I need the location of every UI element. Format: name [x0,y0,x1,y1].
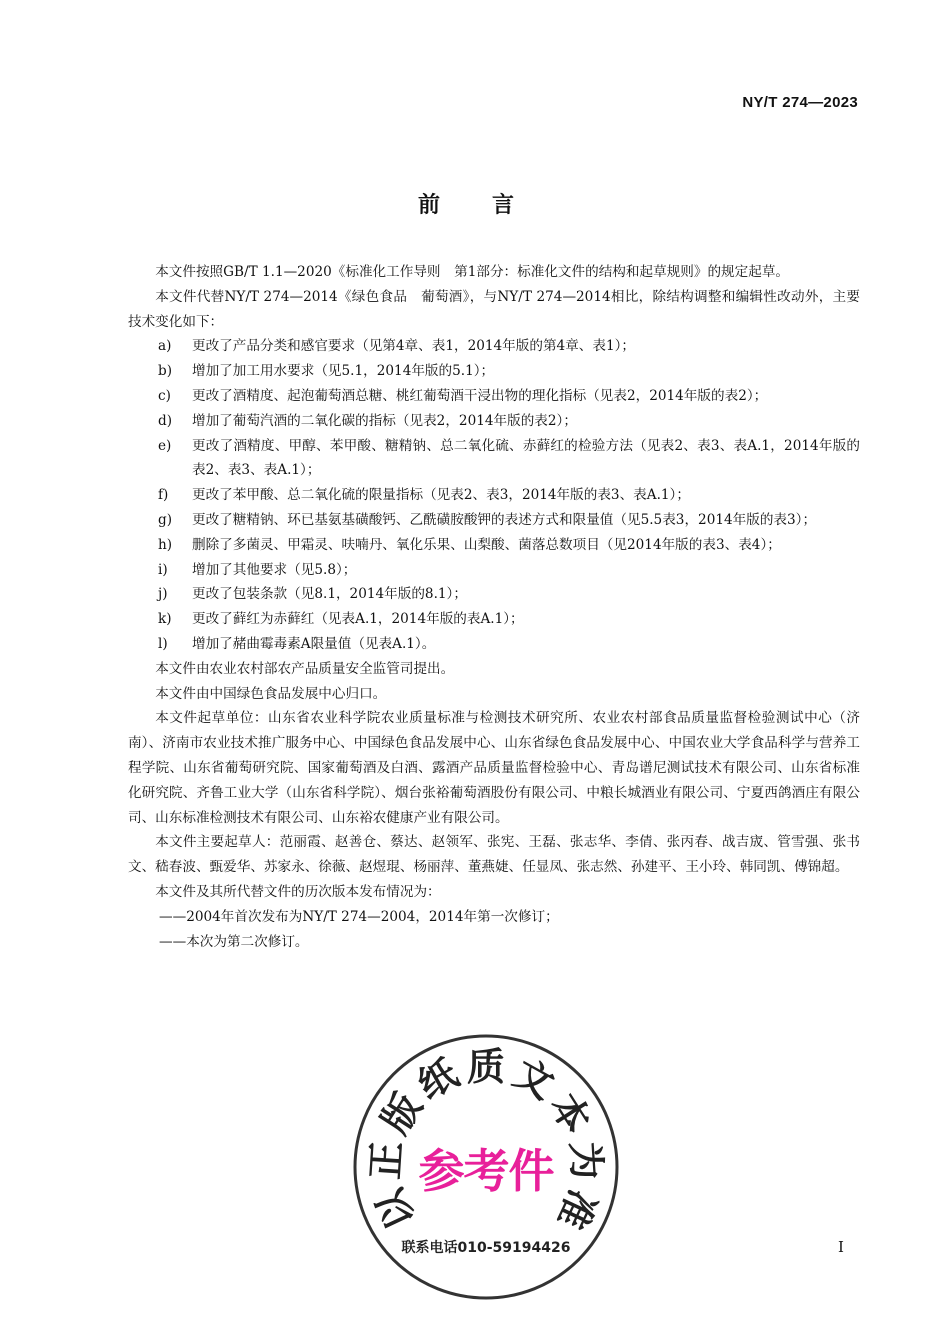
stamp-ring-char [542,1085,600,1141]
list-item [128,632,860,657]
list-item-text: 增加了加工用水要求（见5.1，2014年版的5.1）； [192,363,495,380]
list-item [128,483,860,508]
list-item-text: 增加了葡萄汽酒的二氧化碳的指标（见表2，2014年版的表2）； [192,412,577,429]
stamp-ring-char [373,1085,431,1141]
list-item-text: 更改了苯甲酸、总二氧化硫的限量指标（见表2、表3，2014年版的表3、表A.1）； [192,487,690,504]
list-item-label: d) [158,412,173,429]
standard-code: NY/T 274—2023 [742,94,858,111]
page-number: I [838,1238,844,1256]
stamp-ring-char: 正 [363,1140,410,1181]
list-item-label: b) [158,363,173,380]
stamp-ring-char: 本 [541,1085,600,1142]
list-item-text: 更改了酒精度、起泡葡萄酒总糖、桃红葡萄酒干浸出物的理化指标（见表2，2014年版的表2）； [192,387,768,404]
stamp-phone-text: 联系电话010-59194426 [401,1240,571,1256]
stamp-ring-char: 版 [372,1085,431,1142]
list-item [128,558,860,583]
page-title: 前言 [417,193,566,218]
list-item-label: g) [158,511,173,528]
stamp-ring-char: 纸 [410,1050,466,1108]
stamp-ring-char [411,1051,466,1108]
list-item-text: 更改了产品分类和感官要求（见第4章、表1，2014年版的第4章、表1）； [192,338,636,355]
list-item [128,434,860,484]
list-item-text: 删除了多菌灵、甲霜灵、呋喃丹、氧化乐果、山梨酸、菌落总数项目（见2014年版的表3、表4）； [192,536,781,553]
list-item [128,334,860,359]
list-item-label: j) [158,586,168,603]
reference-stamp [352,1033,620,1301]
stamp-ring-char: 文 [506,1050,562,1108]
stamp-ring-char: 准 [548,1182,605,1236]
list-item-text: 更改了酒精度、甲醇、苯甲酸、糖精钠、总二氧化硫、赤藓红的检验方法（见表2、表3、表A.1，2014年版的表2、表3、表A.1）； [192,437,860,479]
stamp-ring-char [507,1051,562,1108]
stamp-ring-char: 为 [562,1140,609,1181]
history-item: ——2004年首次发布为NY/T 274—2004，2014年第一次修订； [159,908,559,925]
list-item-text: 更改了糖精钠、环已基氨基磺酸钙、乙酰磺胺酸钾的表述方式和限量值（见5.5表3，2014年版的表3）； [192,511,817,528]
list-item-label: i) [158,561,168,578]
list-item [128,508,860,533]
stamp-ring-char: 以 [367,1182,424,1236]
list-item [128,533,860,558]
stamp-ring-char: 质 [466,1045,506,1089]
list-item-text: 增加了赭曲霉毒素A限量值（见表A.1）。 [192,635,436,652]
changes-list [128,334,860,656]
list-item [128,384,860,409]
list-item-label: f) [158,487,169,504]
list-item [128,607,860,632]
list-item-label: k) [158,611,172,628]
stamp-main-text: 参考件 [418,1144,554,1198]
list-item-text: 增加了其他要求（见5.8）； [192,561,357,578]
list-item-label: a) [158,338,172,355]
scope-paragraph: 本文件按照GB/T 1.1—2020《标准化工作导则 第1部分：标准化文件的结构和起草规则》的规定起草。 [155,264,790,280]
drafting-units-paragraph: 本文件起草单位：山东省农业科学院农业质量标准与检测技术研究所、农业农村部食品质量监督检验测试中心（济南）、济南市农业技术推广服务中心、中国绿色食品发展中心、山东省绿色食品发展中心、中国农业大学食品科学与营养工程学院、山东省葡萄研究院、国家葡萄酒及白酒、露酒产品质量监督检验中心、青岛谱尼测试技术有限公司、山东省标准化研究院、齐鲁工业大学（山东省科学院）、烟台张裕葡萄酒股份有限公司、中粮长城酒业有限公司、宁夏西鸽酒庄有限公司、山东标准检测技术有限公司、山东裕农健康产业有限公司。 [128,710,860,826]
list-item-text: 更改了藓红为赤藓红（见表A.1，2014年版的表A.1）； [192,611,524,628]
replacement-paragraph: 本文件代替NY/T 274—2014《绿色食品 葡萄酒》，与NY/T 274—2014相比，除结构调整和编辑性改动外，主要技术变化如下： [128,288,860,330]
stamp-ring-char [467,1045,505,1089]
list-item-label: l) [158,635,168,652]
list-item-text: 更改了包装条款（见8.1，2014年版的8.1）； [192,586,467,603]
list-item-label: e) [158,437,172,454]
proposer-paragraph: 本文件由农业农村部农产品质量安全监管司提出。 [155,660,455,677]
administrator-paragraph: 本文件由中国绿色食品发展中心归口。 [155,685,387,702]
drafters-paragraph: 本文件主要起草人：范丽霞、赵善仓、蔡达、赵领军、张宪、王磊、张志华、李倩、张丙春、战吉宬、管雪强、张书文、嵇春波、甄爱华、苏家永、徐薇、赵煜琨、杨丽萍、董燕婕、任显凤、张志然、孙建平、王小玲、韩同凯、傅锦超。 [128,834,860,876]
foreword-body [128,260,860,954]
history-intro-paragraph: 本文件及其所代替文件的历次版本发布情况为： [155,883,441,900]
list-item-label: h) [158,536,173,553]
list-item-label: c) [158,387,171,404]
history-item: ——本次为第二次修订。 [159,933,309,950]
list-item [128,582,860,607]
list-item [128,359,860,384]
list-item [128,409,860,434]
